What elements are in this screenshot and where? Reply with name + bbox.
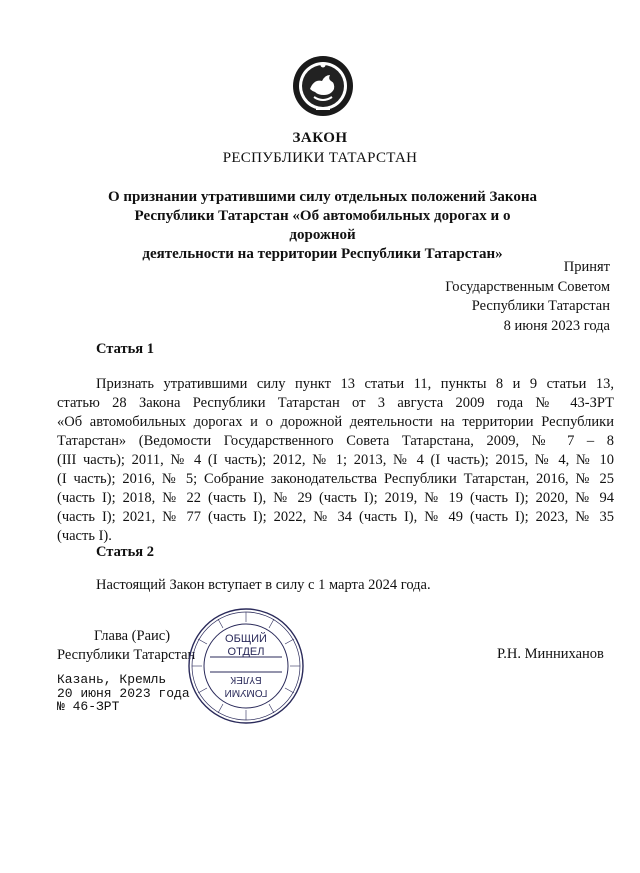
adoption-line: Принят [563, 259, 610, 275]
article-line: (III часть); 2011, № 4 (I часть); 2012, № 1; 2013, № 4 (I часть); 2015, № 4, № 10 [57, 452, 614, 468]
coat-of-arms-emblem-icon [292, 55, 354, 117]
signatory-name: Р.Н. Минниханов [497, 646, 604, 662]
article-line: Татарстан» (Ведомости Государственного Совета Татарстана, 2009, № 7 – 8 [57, 433, 614, 449]
heading-line: Республики Татарстан «Об автомобильных дорогах и о дорожной [134, 208, 511, 243]
article-line: (часть I). [57, 528, 112, 544]
stamp-line: БҮЛЕК [230, 674, 262, 685]
law-heading [100, 188, 545, 264]
article-line: (часть I); 2021, № 77 (часть I); 2022, № 34 (часть I), № 49 (часть I); 2023, № 35 [57, 509, 614, 525]
article-line: статью 28 Закона Республики Татарстан от 3 августа 2009 года № 43-ЗРТ [57, 395, 614, 411]
signature-position-line: Республики Татарстан [57, 647, 196, 663]
article-line: (часть I); 2018, № 22 (часть I), № 29 (часть I); 2019, № 19 (часть I); 2020, № 94 [57, 490, 614, 506]
signature-position-line: Глава (Раис) [94, 628, 171, 644]
article-1-text [57, 375, 614, 546]
adoption-line: Республики Татарстан [471, 298, 610, 314]
adoption-line: 8 июня 2023 года [503, 317, 610, 334]
adoption-line: Государственным Советом [445, 278, 610, 295]
heading-line: деятельности на территории Республики Татарстан» [142, 246, 503, 262]
document-subtitle: РЕСПУБЛИКИ ТАТАРСТАН [222, 150, 418, 166]
article-2-text [96, 576, 596, 595]
number-line: № 46-ЗРТ [57, 699, 120, 714]
official-stamp [186, 606, 306, 726]
stamp-line: ОТДЕЛ [227, 646, 265, 658]
article-line: Настоящий Закон вступает в силу с 1 марта 2024 года. [96, 577, 431, 593]
adoption-block [445, 258, 610, 336]
heading-line: О признании утратившими силу отдельных положений Закона [107, 189, 538, 205]
article-1-heading: Статья 1 [96, 341, 154, 357]
place-date-number [57, 673, 190, 714]
article-line: «Об автомобильных дорогах и о дорожной деятельности на территории Республики [57, 414, 614, 430]
stamp-line: ОБЩИЙ [225, 633, 267, 645]
article-line: Признать утратившими силу пункт 13 статьи 11, пункты 8 и 9 статьи 13, [96, 376, 614, 392]
stamp-line: ГОМУМИ [224, 687, 268, 698]
date-line: 20 июня 2023 года [57, 685, 190, 701]
document-title: ЗАКОН [292, 130, 348, 146]
article-2-heading: Статья 2 [96, 544, 154, 560]
article-line: (I часть); 2016, № 5; Собрание законодательства Республики Татарстан, 2016, № 25 [57, 471, 614, 487]
place-line: Казань, Кремль [57, 672, 167, 687]
signature-position [57, 627, 195, 665]
